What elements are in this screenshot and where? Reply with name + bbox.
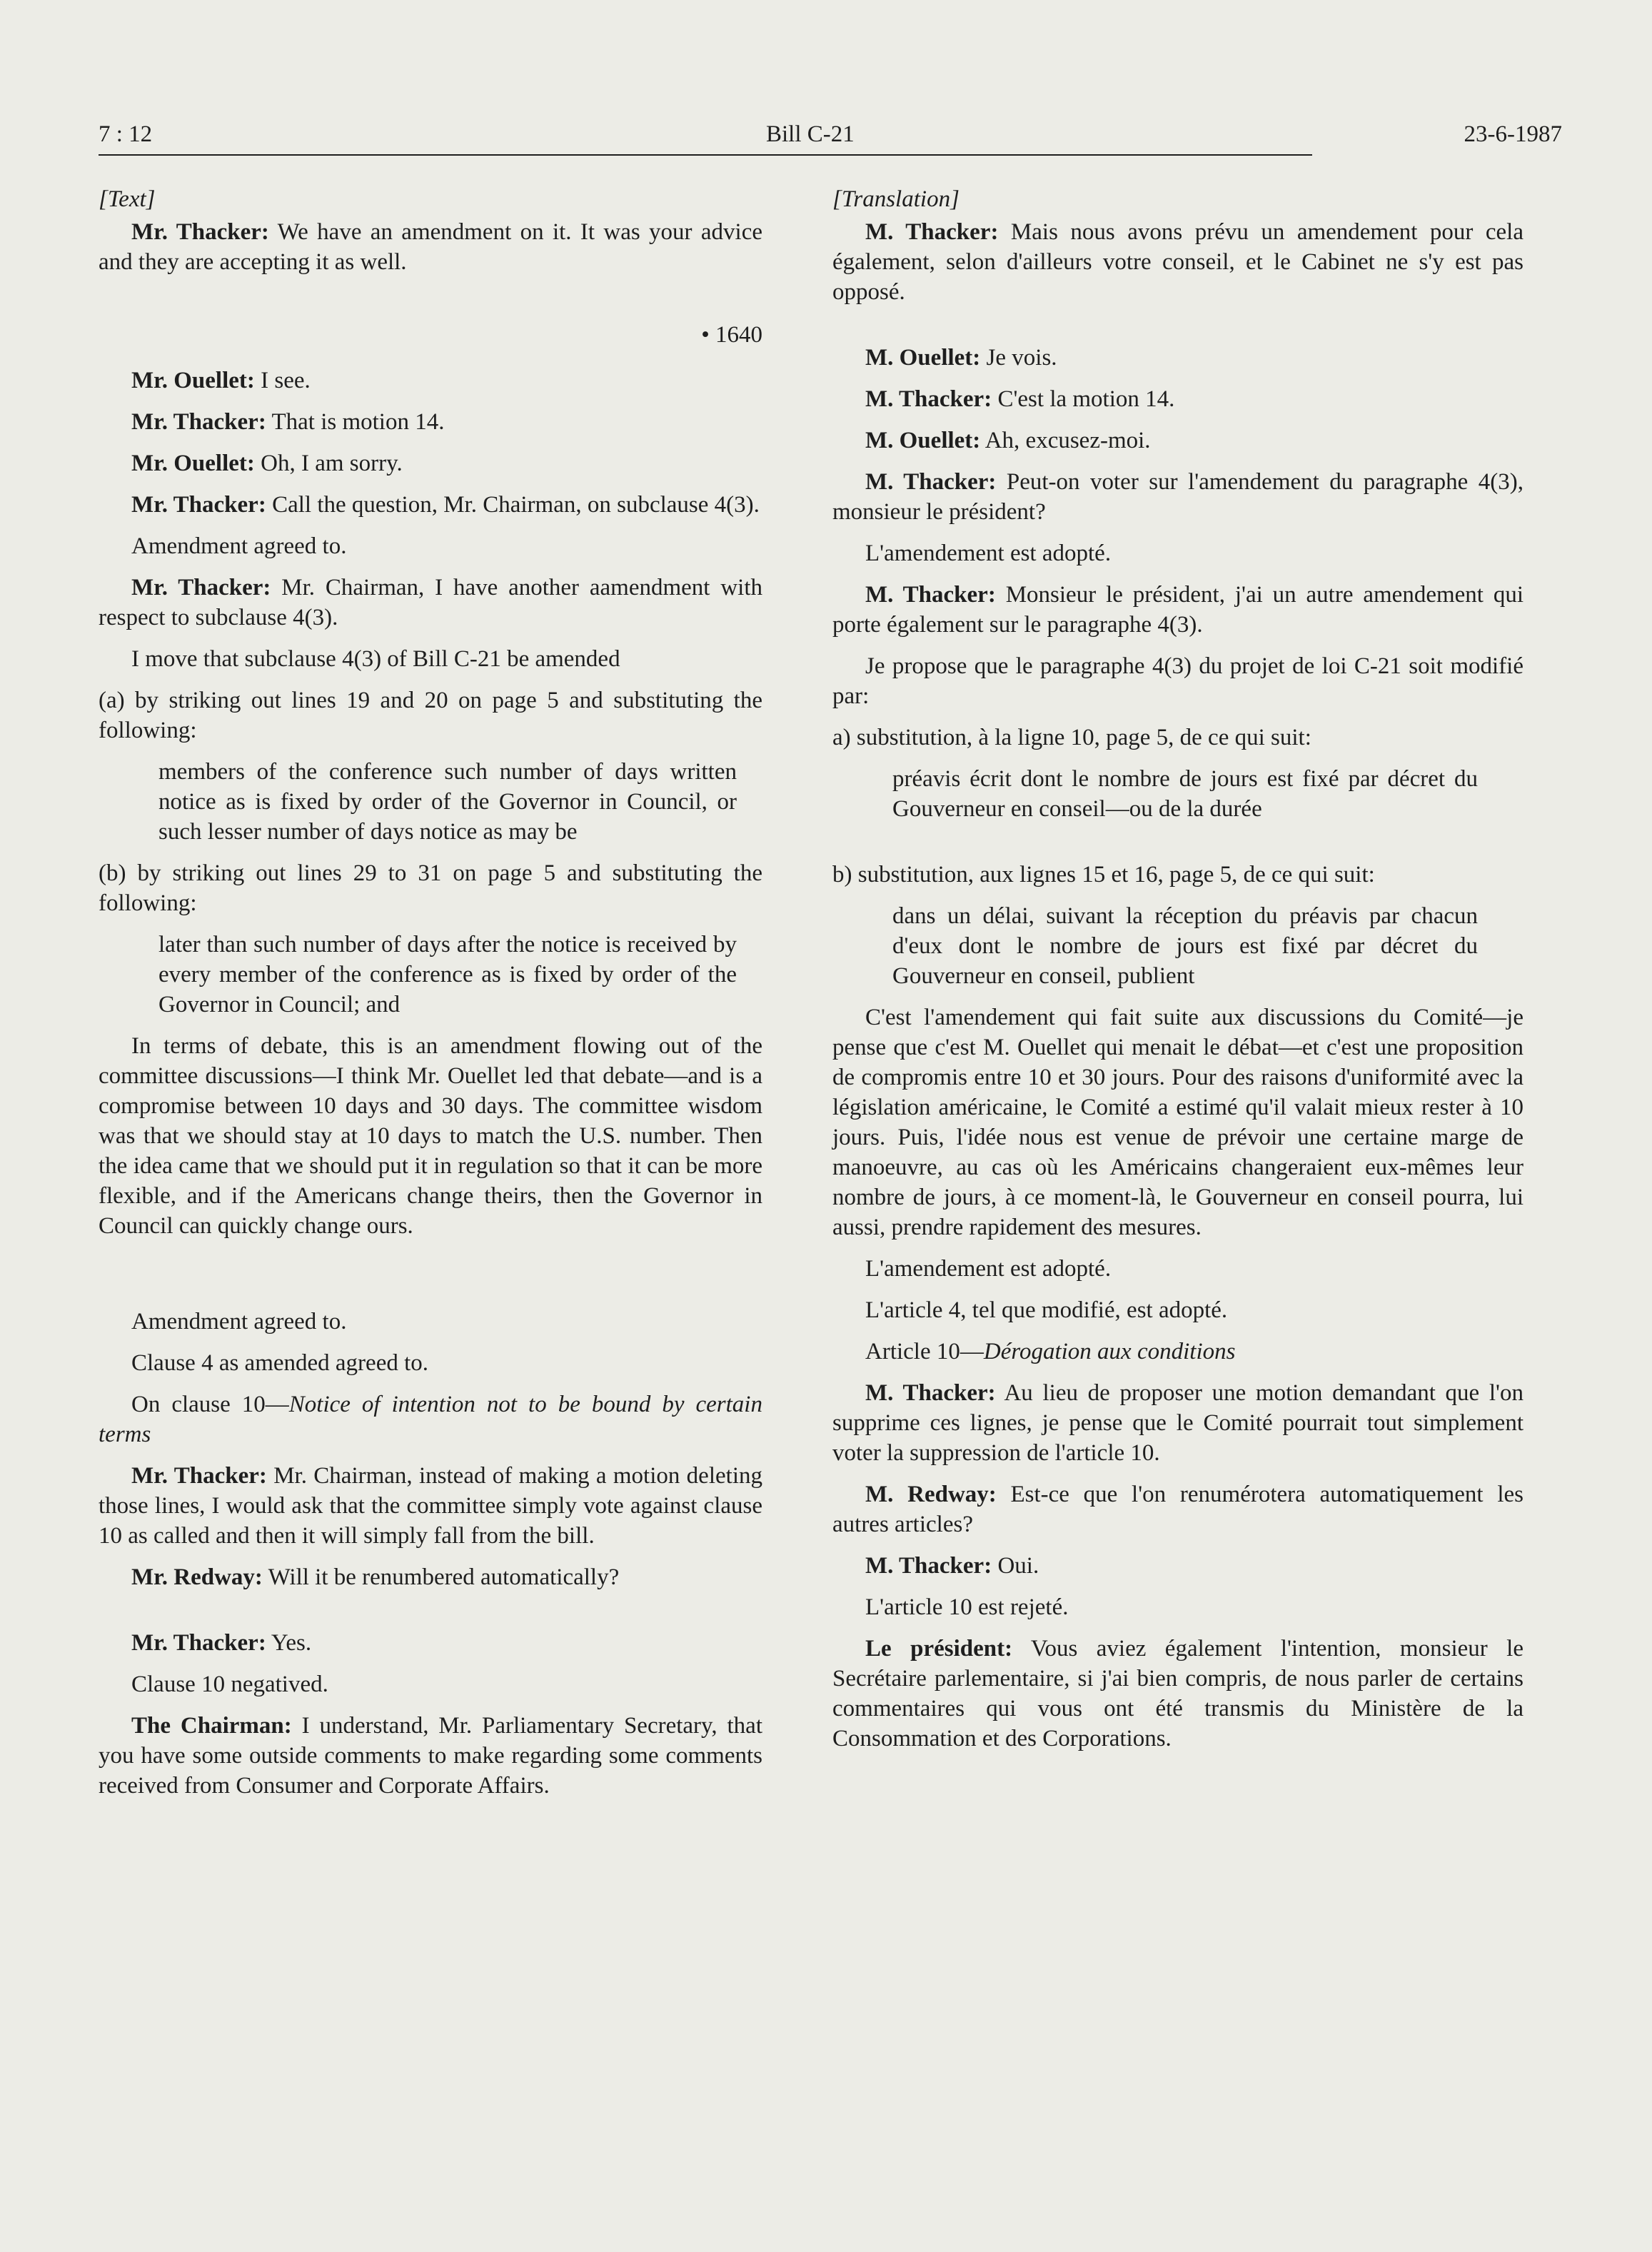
spacer (99, 288, 762, 313)
paragraph: C'est l'amendement qui fait suite aux discussions du Comité—je pense que c'est M. Ouellet qui menait le débat—et c'est une proposition de compromis entre 10 et 30 jours. Pour des raisons d'uniformité avec la législation américaine, le Comité a estimé qu'il valait mieux rester à 10 jours. Puis, l'idée nous est venue de prévoir une certaine marge de manoeuvre, au cas où les Américains changeraient eux-mêmes leur nombre de jours, à ce moment-là, le Gouverneur en conseil pourra, lui aussi, prendre rapidement des mesures. (832, 1005, 1523, 1240)
speech: Ah, excusez-moi. (980, 428, 1151, 453)
paragraph (832, 1337, 1523, 1367)
paragraph (832, 426, 1523, 456)
speech: Je vois. (980, 345, 1057, 371)
page-header (99, 121, 1562, 154)
paragraph (832, 467, 1523, 527)
paragraph (99, 1562, 762, 1592)
page-number: 7 : 12 (99, 121, 153, 147)
paragraph (832, 1551, 1523, 1581)
speech: Yes. (266, 1630, 312, 1656)
speaker: Le président: (865, 1636, 1013, 1662)
paragraph: Amendment agreed to. (131, 1309, 347, 1334)
paragraph: (b) by striking out lines 29 to 31 on page 5 and substituting the following: (99, 860, 762, 916)
speaker: M. Thacker: (865, 469, 997, 495)
time-marker: • 1640 (701, 322, 762, 348)
spacer (99, 1252, 762, 1307)
paragraph (99, 217, 762, 277)
quoted-text: dans un délai, suivant la réception du préavis par chacun d'eux dont le nombre de jours est fixé par décret du Gouverneur en conseil, publient (892, 903, 1478, 989)
page-date: 23-6-1987 (1464, 121, 1562, 147)
paragraph: In terms of debate, this is an amendment flowing out of the committee discussions—I think Mr. Ouellet led that debate—and is a compromise between 10 days and 30 days. The committee wisdom was that we should stay at 10 days to match the U.S. number. Then the idea came that we should put it in regulation so that it can be more flexible, and if the Americans change theirs, then the Governor in Council can quickly change ours. (99, 1033, 762, 1239)
speech: Est-ce que l'on renumérotera automatiquement les autres articles? (832, 1482, 1523, 1537)
paragraph: a) substitution, à la ligne 10, page 5, de ce qui suit: (832, 725, 1311, 750)
speech: Peut-on voter sur l'amendement du paragraphe 4(3), monsieur le président? (832, 469, 1523, 525)
speech: C'est la motion 14. (992, 386, 1175, 412)
speaker: Mr. Thacker: (131, 219, 269, 245)
speech: Will it be renumbered automatically? (262, 1564, 620, 1590)
speech: Vous aviez également l'intention, monsieur le Secrétaire parlementaire, si j'ai bien compris, de nous parler de certains commentaires qui vous ont été transmis du Ministère de la Consommation et des Corporations. (832, 1636, 1523, 1751)
speaker: M. Ouellet: (865, 345, 981, 371)
speech: Mr. Chairman, instead of making a motion deleting those lines, I would ask that the committee simply vote against clause 10 as called and then it will simply fall from the bill. (99, 1463, 762, 1549)
paragraph (832, 580, 1523, 640)
paragraph (99, 407, 762, 437)
paragraph (99, 366, 762, 396)
quoted-text: later than such number of days after the notice is received by every member of the conference as is fixed by order of the Governor in Council; and (158, 932, 737, 1017)
paragraph: (a) by striking out lines 19 and 20 on page 5 and substituting the following: (99, 688, 762, 743)
speaker: Mr. Thacker: (131, 409, 266, 435)
paragraph: Je propose que le paragraphe 4(3) du projet de loi C-21 soit modifié par: (832, 653, 1523, 709)
speech: We have an amendment on it. It was your advice and they are accepting it as well. (99, 219, 762, 275)
english-column (99, 184, 762, 1812)
speech: Au lieu de proposer une motion demandant que l'on supprime ces lignes, je pense que le Comité pourrait tout simplement voter la suppression de l'article 10. (832, 1380, 1523, 1466)
speech: I understand, Mr. Parliamentary Secretary, that you have some outside comments to make regarding some comments received from Consumer and Corporate Affairs. (99, 1713, 762, 1799)
quoted-text: préavis écrit dont le nombre de jours est fixé par décret du Gouverneur en conseil—ou de la durée (892, 766, 1478, 822)
paragraph: Clause 4 as amended agreed to. (131, 1350, 429, 1376)
paragraph (99, 1461, 762, 1551)
paragraph: Clause 10 negatived. (131, 1672, 328, 1697)
clause-prefix: Article 10— (865, 1339, 984, 1364)
speech: Oui. (992, 1553, 1039, 1579)
speech: That is motion 14. (266, 409, 445, 435)
paragraph: b) substitution, aux lignes 15 et 16, page 5, de ce qui suit: (832, 862, 1375, 888)
speaker: Mr. Redway: (131, 1564, 263, 1590)
paragraph (99, 490, 762, 520)
speech: Mr. Chairman, I have another aamendment with respect to subclause 4(3). (99, 575, 762, 630)
paragraph (832, 1378, 1523, 1468)
spacer (832, 835, 1523, 860)
speaker: Mr. Thacker: (131, 1630, 266, 1656)
clause-heading: Notice of intention not to be bound by certain terms (99, 1392, 762, 1447)
speech: Oh, I am sorry. (254, 451, 403, 476)
speech: Call the question, Mr. Chairman, on subclause 4(3). (266, 492, 760, 518)
paragraph: Amendment agreed to. (131, 533, 347, 559)
paragraph: L'article 4, tel que modifié, est adopté. (865, 1297, 1228, 1323)
paragraph (832, 384, 1523, 414)
speaker: Mr. Ouellet: (131, 451, 255, 476)
speaker: Mr. Thacker: (131, 575, 271, 600)
paragraph (99, 1711, 762, 1801)
paragraph: I move that subclause 4(3) of Bill C-21 be amended (131, 646, 620, 672)
speaker: M. Thacker: (865, 1380, 996, 1406)
paragraph: L'article 10 est rejeté. (865, 1594, 1069, 1620)
paragraph (832, 1479, 1523, 1539)
speaker: M. Thacker: (865, 582, 996, 608)
speech: Monsieur le président, j'ai un autre amendement qui porte également sur le paragraphe 4(3). (832, 582, 1523, 638)
spacer (99, 1604, 762, 1628)
quoted-text: members of the conference such number of days written notice as is fixed by order of the Governor in Council, or such lesser number of days notice as may be (158, 759, 737, 845)
paragraph (99, 448, 762, 478)
speaker: M. Ouellet: (865, 428, 981, 453)
translation-label: [Translation] (832, 186, 960, 212)
paragraph: L'amendement est adopté. (865, 1256, 1112, 1282)
speaker: M. Thacker: (865, 386, 992, 412)
speaker: Mr. Ouellet: (131, 368, 255, 393)
speech: I see. (254, 368, 311, 393)
paragraph (832, 1634, 1523, 1754)
speaker: M. Thacker: (865, 1553, 992, 1579)
speech: Mais nous avons prévu un amendement pour cela également, selon d'ailleurs votre conseil, et le Cabinet ne s'y est pas opposé. (832, 219, 1523, 305)
paragraph (832, 343, 1523, 373)
paragraph: L'amendement est adopté. (865, 541, 1112, 566)
text-label: [Text] (99, 186, 156, 212)
bill-title: Bill C-21 (766, 121, 855, 147)
speaker: Mr. Thacker: (131, 1463, 267, 1489)
speaker: The Chairman: (131, 1713, 292, 1739)
speaker: M. Redway: (865, 1482, 997, 1507)
header-rule (99, 154, 1312, 156)
paragraph (99, 573, 762, 633)
french-column (832, 184, 1523, 1765)
speaker: Mr. Thacker: (131, 492, 266, 518)
speaker: M. Thacker: (865, 219, 999, 245)
paragraph (832, 217, 1523, 307)
clause-prefix: On clause 10— (131, 1392, 289, 1417)
clause-heading: Dérogation aux conditions (983, 1339, 1236, 1364)
paragraph (99, 1389, 762, 1449)
spacer (832, 318, 1523, 343)
paragraph (99, 1628, 762, 1658)
